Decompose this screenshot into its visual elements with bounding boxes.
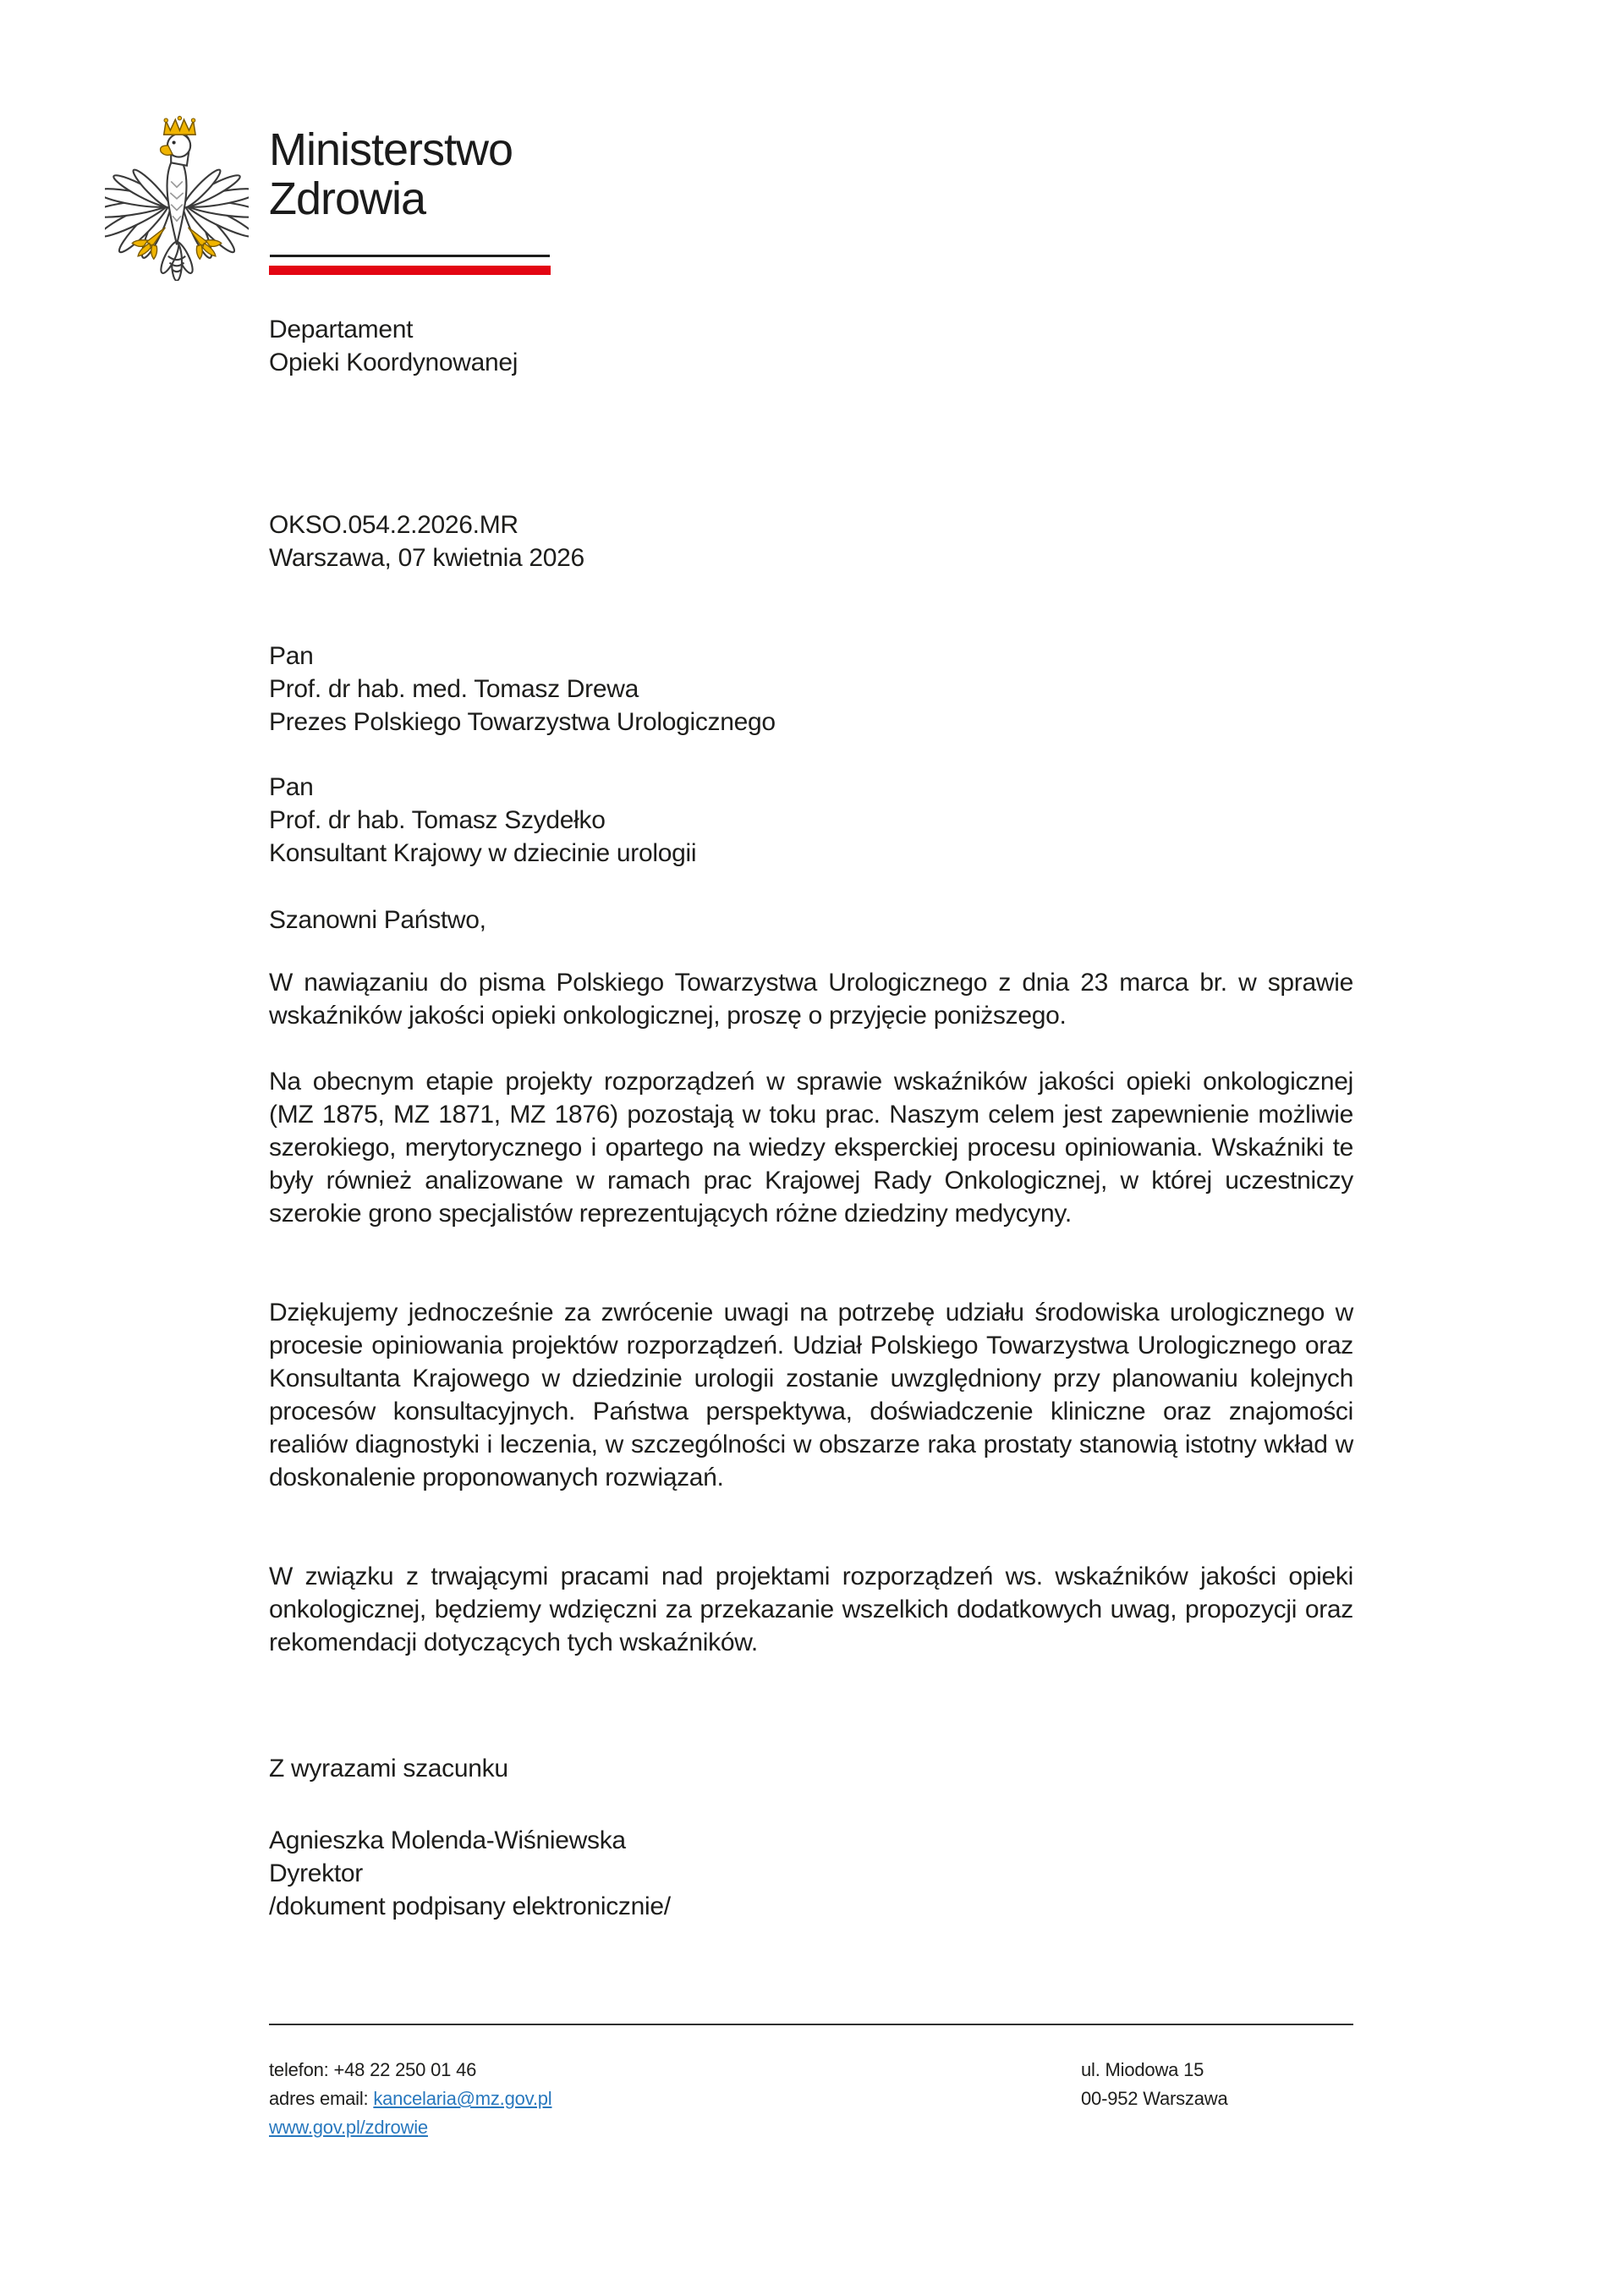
body-paragraph: W nawiązaniu do pisma Polskiego Towarzystwa Urologicznego z dnia 23 marca br. w sprawie wskaźników jakości opieki onkologicznej, proszę o przyjęcie poniższego. xyxy=(269,969,1353,1030)
ministry-name xyxy=(269,125,513,223)
footer-contact-column xyxy=(269,2056,551,2142)
place-and-date: Warszawa, 07 kwietnia 2026 xyxy=(269,544,584,572)
header-rule-black xyxy=(270,255,550,257)
recipient-title: Prezes Polskiego Towarzystwa Urologicznego xyxy=(269,708,776,736)
reference-block xyxy=(269,508,1353,574)
recipient-salutation: Pan xyxy=(269,773,314,801)
recipient-block xyxy=(269,640,1353,739)
recipient-title: Konsultant Krajowy w dziecinie urologii xyxy=(269,839,697,867)
body-paragraph: W związku z trwającymi pracami nad projektami rozporządzeń ws. wskaźników jakości opieki onkologicznej, będziemy wdzięczni za przekazanie wszelkich dodatkowych uwag, propozycji oraz rekomendacji dotyczących tych wskaźników. xyxy=(269,1563,1353,1656)
footer-email-line xyxy=(269,2085,551,2113)
reference-number: OKSO.054.2.2026.MR xyxy=(269,511,518,539)
electronic-signature-note: /dokument podpisany elektronicznie/ xyxy=(269,1892,671,1920)
recipient-block xyxy=(269,771,1353,870)
signer-name: Agnieszka Molenda-Wiśniewska xyxy=(269,1826,626,1854)
footer-address-city: 00-952 Warszawa xyxy=(1081,2088,1228,2109)
polish-eagle-emblem-icon xyxy=(105,115,249,281)
department-line2: Opieki Koordynowanej xyxy=(269,349,518,376)
recipient-name: Prof. dr hab. med. Tomasz Drewa xyxy=(269,675,639,703)
body-paragraph: Na obecnym etapie projekty rozporządzeń w sprawie wskaźników jakości opieki onkologicznej (MZ 1875, MZ 1871, MZ 1876) pozostają w toku prac. Naszym celem jest zapewnienie możliwie szerokiego, merytorycznego i opartego na wiedzy eksperckiej procesu opiniowania. Wskaźniki te były również analizowane w ramach prac Krajowej Rady Onkologicznej, w której uczestniczy szerokie grono specjalistów reprezentujących różne dziedziny medycyny. xyxy=(269,1068,1353,1228)
body-paragraph: Dziękujemy jednocześnie za zwrócenie uwagi na potrzebę udziału środowiska urologicznego w procesie opiniowania projektów rozporządzeń. Udział Polskiego Towarzystwa Urologicznego oraz Konsultanta Krajowego w dziedzinie urologii zostanie uwzględniony przy planowaniu kolejnych procesów konsultacyjnych. Państwa perspektywa, doświadczenie kliniczne oraz znajomości realiów diagnostyki i leczenia, w szczególności w obszarze raka prostaty stanowią istotny wkład w doskonalenie proponowanych rozwiązań. xyxy=(269,1299,1353,1491)
ministry-name-line2: Zdrowia xyxy=(269,173,426,224)
signature-block xyxy=(269,1824,1353,1923)
ministry-name-line1: Ministerstwo xyxy=(269,124,513,175)
department-block xyxy=(269,313,1353,379)
header-rule-red xyxy=(269,266,551,275)
farewell: Z wyrazami szacunku xyxy=(269,1755,508,1782)
footer xyxy=(269,2024,1353,2142)
footer-address-street: ul. Miodowa 15 xyxy=(1081,2059,1204,2080)
footer-phone: telefon: +48 22 250 01 46 xyxy=(269,2059,477,2080)
footer-website-link[interactable]: www.gov.pl/zdrowie xyxy=(269,2117,428,2138)
greeting: Szanowni Państwo, xyxy=(269,906,486,934)
footer-address-column xyxy=(1081,2056,1353,2142)
footer-email-link[interactable]: kancelaria@mz.gov.pl xyxy=(373,2088,552,2109)
footer-email-label: adres email: xyxy=(269,2088,374,2109)
signer-role: Dyrektor xyxy=(269,1859,363,1887)
recipient-salutation: Pan xyxy=(269,642,314,670)
recipient-name: Prof. dr hab. Tomasz Szydełko xyxy=(269,806,606,834)
department-line1: Departament xyxy=(269,316,414,343)
